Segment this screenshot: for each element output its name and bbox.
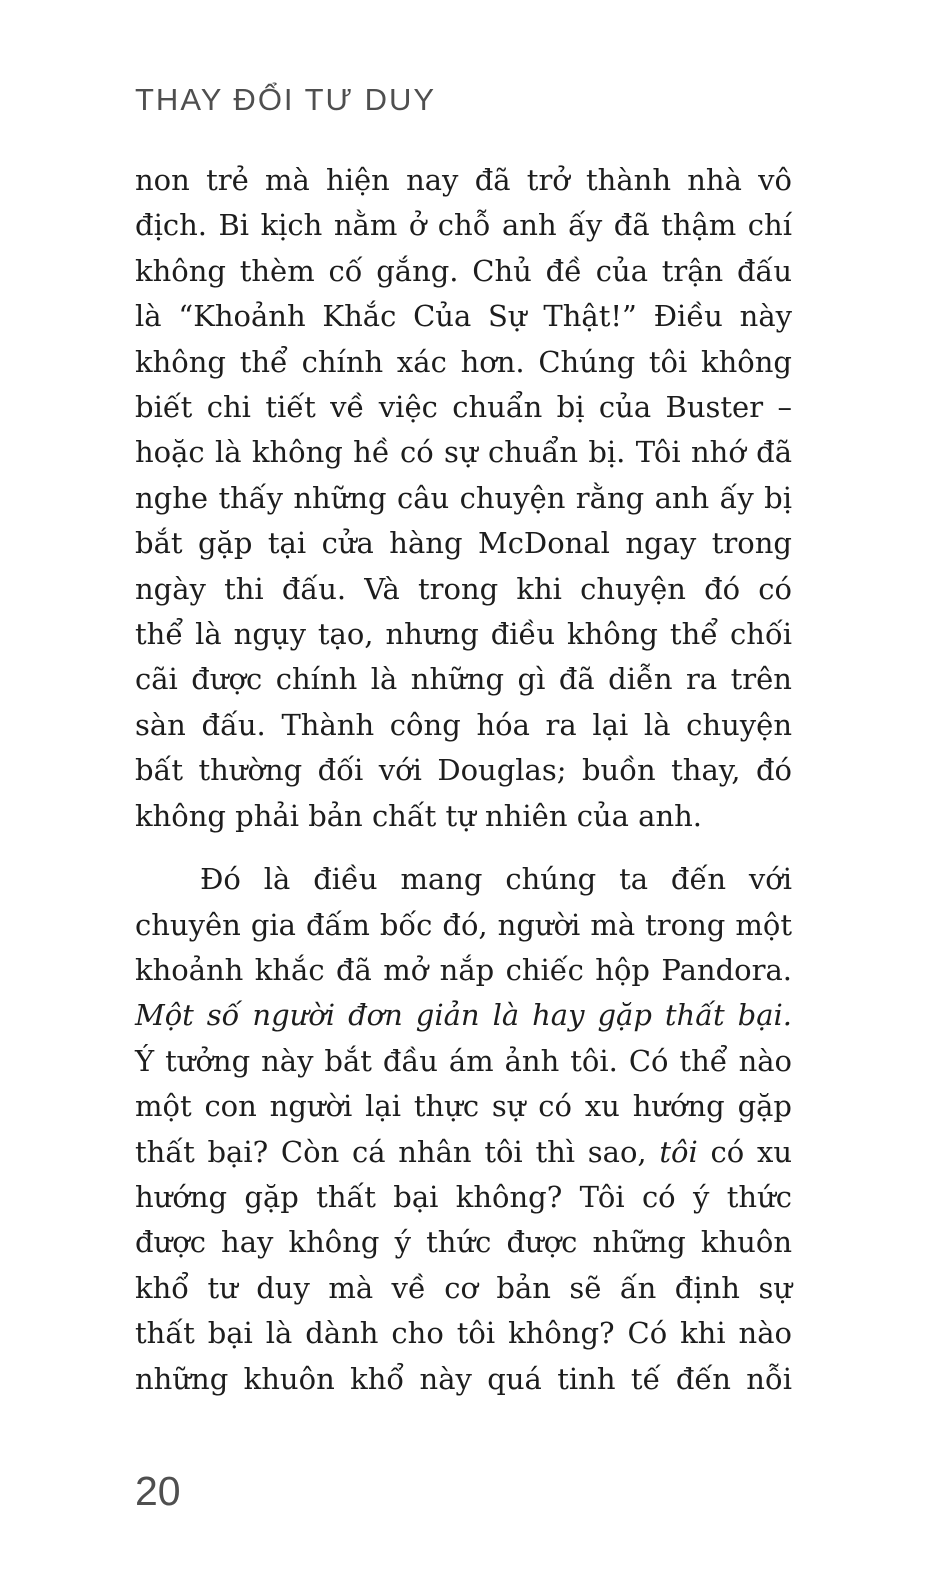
text-segment: bất thường đối với Douglas; buồn thay, đó	[135, 753, 792, 788]
text-segment: chuyên gia đấm bốc đó, người mà trong một	[135, 907, 792, 942]
text-segment: Đó là điều mang chúng ta đến với	[200, 862, 792, 897]
emphasized-text: Một số người đơn giản là hay gặp thất bại.	[135, 998, 792, 1033]
text-segment: được hay không ý thức được những khuôn	[135, 1225, 792, 1260]
text-segment: một con người lại thực sự có xu hướng gặp	[135, 1089, 792, 1124]
text-segment: bắt gặp tại cửa hàng McDonal ngay trong	[135, 526, 792, 561]
text-segment: địch. Bi kịch nằm ở chỗ anh ấy đã thậm chí	[135, 208, 792, 243]
page-number: 20	[135, 1468, 181, 1514]
emphasized-text: tôi	[659, 1134, 698, 1169]
text-segment: sàn đấu. Thành công hóa ra lại là chuyện	[135, 707, 792, 742]
text-line	[135, 1130, 792, 1175]
text-segment: Ý tưởng này bắt đầu ám ảnh tôi. Có thể nào	[135, 1043, 792, 1078]
paragraph	[135, 857, 792, 1402]
text-segment: thất bại? Còn cá nhân tôi thì sao,	[135, 1134, 660, 1169]
text-line	[135, 203, 792, 248]
text-segment: khổ tư duy mà về cơ bản sẽ ấn định sự	[135, 1270, 792, 1305]
text-segment: biết chi tiết về việc chuẩn bị của Buster –	[135, 390, 792, 425]
text-line	[135, 385, 792, 430]
text-segment: hoặc là không hề có sự chuẩn bị. Tôi nhớ đã	[135, 435, 792, 470]
text-segment: non trẻ mà hiện nay đã trở thành nhà vô	[135, 163, 792, 197]
text-line	[135, 430, 792, 475]
text-line	[135, 703, 792, 748]
text-segment: thể là ngụy tạo, nhưng điều không thể chối	[135, 617, 792, 652]
text-line	[135, 1175, 792, 1220]
text-line	[135, 158, 792, 203]
text-segment: những khuôn khổ này quá tinh tế đến nỗi	[135, 1361, 792, 1396]
text-line	[135, 1084, 792, 1129]
text-line	[135, 1266, 792, 1311]
text-line	[135, 567, 792, 612]
page-text	[135, 158, 792, 1402]
text-line	[135, 948, 792, 993]
text-line	[135, 521, 792, 566]
text-segment: khoảnh khắc đã mở nắp chiếc hộp Pandora.	[135, 952, 792, 987]
text-line	[135, 748, 792, 793]
running-header: THAY ĐỔI TƯ DUY	[135, 82, 437, 117]
text-line	[135, 857, 792, 902]
text-segment: ngày thi đấu. Và trong khi chuyện đó có	[135, 571, 792, 606]
text-segment: có xu	[697, 1134, 792, 1169]
text-line	[135, 1220, 792, 1265]
text-segment: không thể chính xác hơn. Chúng tôi không	[135, 344, 792, 379]
text-line	[135, 476, 792, 521]
text-line	[135, 657, 792, 702]
text-line	[135, 1311, 792, 1356]
text-line	[135, 612, 792, 657]
text-line	[135, 1039, 792, 1084]
text-line	[135, 294, 792, 339]
text-line	[135, 993, 792, 1038]
text-segment: hướng gặp thất bại không? Tôi có ý thức	[135, 1179, 792, 1214]
text-segment: là “Khoảnh Khắc Của Sự Thật!” Điều này	[135, 299, 792, 334]
text-line	[135, 794, 792, 839]
text-line	[135, 340, 792, 385]
text-segment: không phải bản chất tự nhiên của anh.	[135, 798, 703, 833]
text-segment: không thèm cố gắng. Chủ đề của trận đấu	[135, 253, 792, 288]
text-segment: nghe thấy những câu chuyện rằng anh ấy bị	[135, 480, 792, 515]
text-segment: cãi được chính là những gì đã diễn ra trên	[135, 662, 792, 697]
text-line	[135, 903, 792, 948]
text-line	[135, 1357, 792, 1402]
text-segment: thất bại là dành cho tôi không? Có khi nào	[135, 1316, 792, 1351]
paragraph	[135, 158, 792, 839]
text-line	[135, 249, 792, 294]
